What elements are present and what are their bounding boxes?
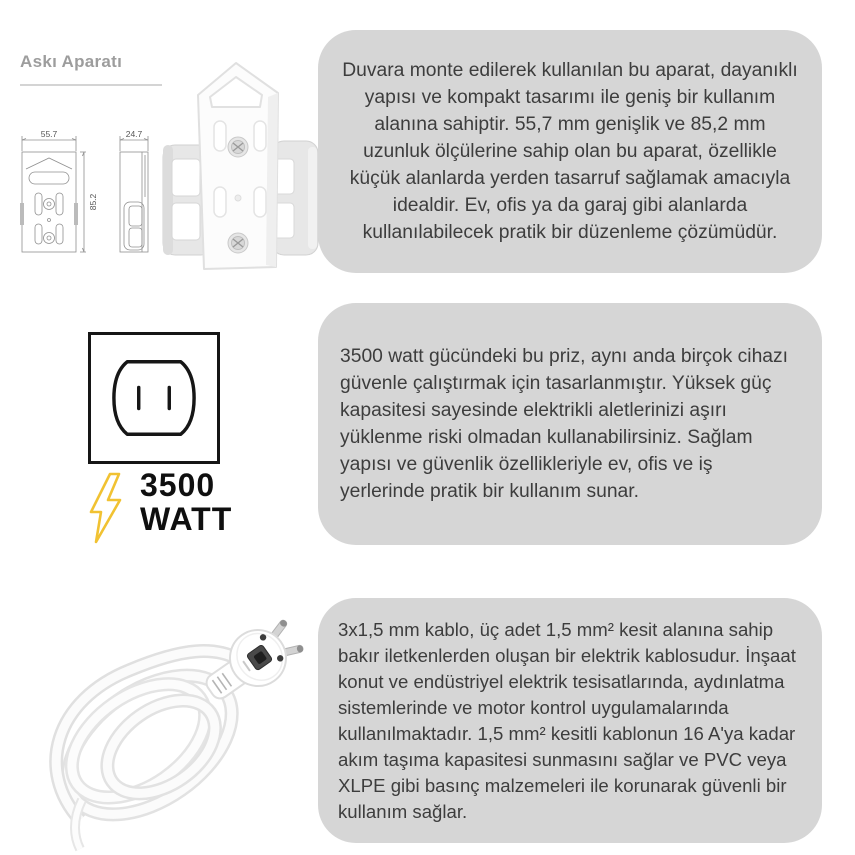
dimension-depth-label: 24.7 <box>125 129 143 139</box>
description-card-cable <box>318 598 822 843</box>
power-value: 3500 <box>140 467 216 503</box>
cable-description-text: 3x1,5 mm kablo, üç adet 1,5 mm² kesit alanına sahip bakır iletkenlerden oluşan bir elektrik kablosudur. İnşaat konut ve endüstriyel elektrik tesisatlarında, aydınlatma sistemlerinde ve motor kontrol uygulamalarında kullanılmaktadır. 1,5 mm² kesitli kablonun 16 A'ya kadar akım taşıma kapasitesi sunmasını sağlar ve PVC veya XLPE gibi basınç malzemeleri ile korunarak güvenli bir kullanım sağlar. <box>338 618 796 822</box>
section-heading-bracket: Askı Aparatı <box>20 52 123 71</box>
cable-product-photo <box>10 585 325 855</box>
dimension-width-label: 55.7 <box>40 129 58 139</box>
bracket-description-text: Duvara monte edilerek kullanılan bu aparat, dayanıklı yapısı ve kompakt tasarımı ile geniş bir kullanım alanına sahiptir. 55,7 mm genişlik ve 85,2 mm uzunluk ölçülerine sahip olan bu aparat, özellikle küçük alanlarda yerden tasarruf sağlamak amacıyla idealdir. Ev, ofis ya da garaj gibi alanlarda kullanılabilecek pratik bir düzenleme çözümüdür. <box>342 60 798 243</box>
power-description-text: 3500 watt gücündeki bu priz, aynı anda birçok cihazı güvenle çalıştırmak için tasarlanmıştır. Yüksek güç kapasitesi sayesinde elektrikli aletlerinizi aşırı yüklenme riski olmadan kullanabilirsiniz. Sağlam yapısı ve güvenlik özellikleriyle ev, ofis ve iş yerlerinde pratik bir kullanım sunar. <box>340 346 789 502</box>
heading-divider <box>20 84 162 86</box>
screw-icon <box>228 137 248 157</box>
description-card-bracket <box>318 30 822 273</box>
bracket-product-photo <box>158 55 320 275</box>
power-rating <box>86 468 232 544</box>
dimension-height-label: 85.2 <box>88 193 98 211</box>
lightning-bolt-icon <box>86 472 124 544</box>
outlet-icon <box>88 332 220 464</box>
technical-drawing <box>12 125 162 265</box>
power-unit: WATT <box>140 501 233 537</box>
screw-icon <box>228 233 248 253</box>
description-card-power <box>318 303 822 545</box>
